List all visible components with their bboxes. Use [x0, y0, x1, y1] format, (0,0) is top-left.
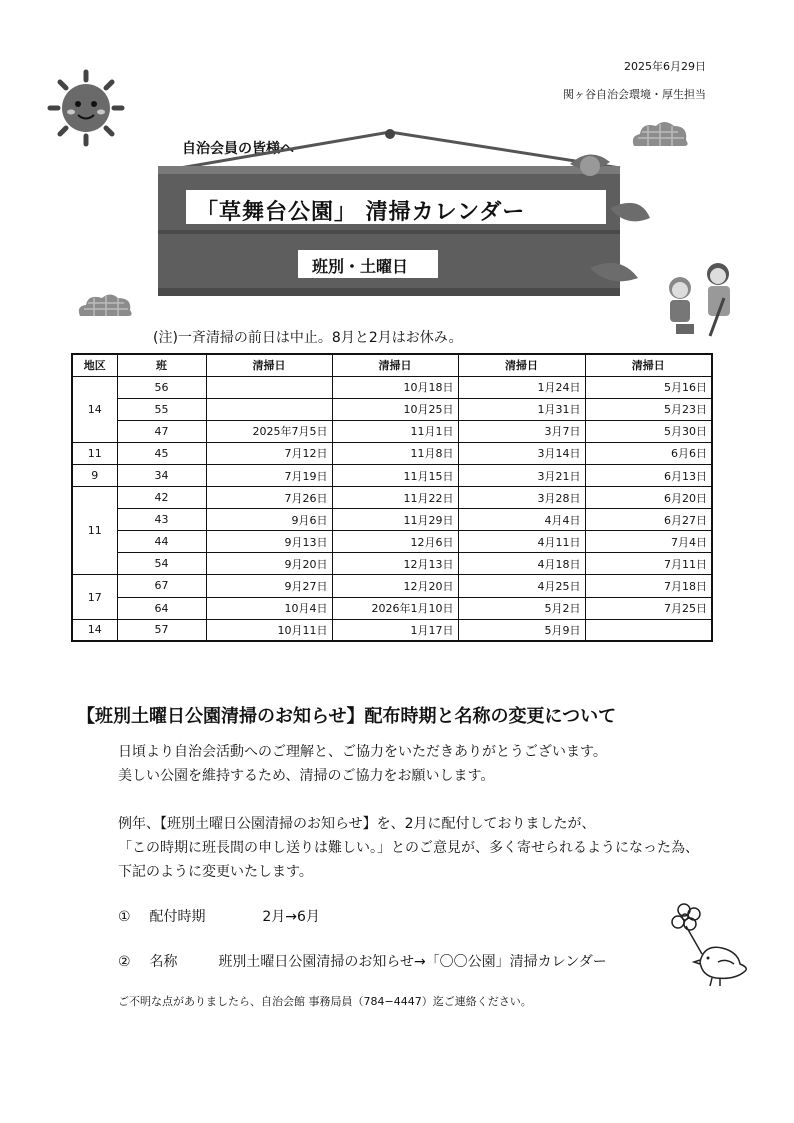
- table-row: [72, 464, 712, 486]
- date-cell: 7月12日: [206, 442, 332, 464]
- date-cell: 10月4日: [206, 597, 332, 619]
- table-row: [72, 376, 712, 398]
- header-date-2: 清掃日: [332, 354, 458, 376]
- han-cell: 45: [117, 442, 206, 464]
- date-cell: 11月22日: [332, 487, 458, 509]
- item-value: 班別土曜日公園清掃のお知らせ→「〇〇公園」清掃カレンダー: [218, 954, 607, 970]
- date-cell: 6月27日: [585, 509, 712, 531]
- item-label: 名称: [149, 954, 178, 970]
- date-cell: 12月13日: [332, 553, 458, 575]
- date-cell: 7月19日: [206, 464, 332, 486]
- date-cell: 3月28日: [458, 487, 585, 509]
- table-row: [72, 420, 712, 442]
- item-value: 2月→6月: [262, 909, 320, 925]
- date-cell: 6月20日: [585, 487, 712, 509]
- header-date-4: 清掃日: [585, 354, 712, 376]
- date-cell: 6月13日: [585, 464, 712, 486]
- han-cell: 47: [117, 420, 206, 442]
- paragraph-intro-line-2: 美しい公園を維持するため、清掃のご協力をお願いします。: [118, 768, 495, 784]
- area-cell: 14: [72, 376, 117, 442]
- date-cell: 9月20日: [206, 553, 332, 575]
- date-cell: 5月9日: [458, 619, 585, 641]
- date-cell: 1月24日: [458, 376, 585, 398]
- date-cell: 4月4日: [458, 509, 585, 531]
- paragraph-change-line-3: 下記のように変更いたします。: [118, 864, 313, 880]
- date-cell: 3月14日: [458, 442, 585, 464]
- table-row: [72, 553, 712, 575]
- date-cell: [206, 376, 332, 398]
- item-number: ②: [118, 954, 131, 970]
- han-cell: 56: [117, 376, 206, 398]
- children-cleaning-illustration: [656, 258, 748, 342]
- date-cell: 9月13日: [206, 531, 332, 553]
- table-row: [72, 597, 712, 619]
- date-cell: 10月25日: [332, 398, 458, 420]
- date-cell: 7月18日: [585, 575, 712, 597]
- area-cell: 11: [72, 442, 117, 464]
- document-date: 2025年6月29日: [624, 60, 706, 73]
- date-cell: 5月30日: [585, 420, 712, 442]
- change-item-2: [118, 951, 607, 971]
- han-cell: 34: [117, 464, 206, 486]
- date-cell: 4月11日: [458, 531, 585, 553]
- bird-flower-illustration: [664, 900, 754, 990]
- han-cell: 57: [117, 619, 206, 641]
- han-cell: 67: [117, 575, 206, 597]
- date-cell: 3月21日: [458, 464, 585, 486]
- date-cell: 2025年7月5日: [206, 420, 332, 442]
- date-cell: 6月6日: [585, 442, 712, 464]
- header-area: 地区: [72, 354, 117, 376]
- table-row: [72, 509, 712, 531]
- date-cell: 9月27日: [206, 575, 332, 597]
- table-row: [72, 531, 712, 553]
- header-han: 班: [117, 354, 206, 376]
- han-cell: 64: [117, 597, 206, 619]
- date-cell: 7月25日: [585, 597, 712, 619]
- paragraph-change-line-2: 「この時期に班長間の申し送りは難しい。」とのご意見が、多く寄せられるようになった為、: [118, 840, 699, 856]
- table-row: [72, 398, 712, 420]
- area-cell: 9: [72, 464, 117, 486]
- contact-footer: ご不明な点がありましたら、自治会館 事務局員（784−4447）迄ご連絡ください。: [118, 995, 532, 1008]
- date-cell: 5月23日: [585, 398, 712, 420]
- table-header-row: [72, 354, 712, 376]
- area-cell: 14: [72, 619, 117, 641]
- date-cell: 10月11日: [206, 619, 332, 641]
- date-cell: 4月25日: [458, 575, 585, 597]
- calendar-subtitle: 班別・土曜日: [312, 257, 409, 276]
- calendar-title: 「草舞台公園」 清掃カレンダー: [196, 200, 526, 225]
- calendar-note: (注)一斉清掃の前日は中止。8月と2月はお休み。: [153, 330, 463, 346]
- date-cell: 1月31日: [458, 398, 585, 420]
- paragraph-intro-line-1: 日頃より自治会活動へのご理解と、ご協力をいただきありがとうございます。: [118, 744, 607, 760]
- notice-heading: 【班別土曜日公園清掃のお知らせ】配布時期と名称の変更について: [77, 706, 617, 727]
- cloud-illustration-small: [76, 292, 136, 320]
- date-cell: 12月6日: [332, 531, 458, 553]
- date-cell: 4月18日: [458, 553, 585, 575]
- date-cell: 1月17日: [332, 619, 458, 641]
- greeting: 自治会員の皆様へ: [182, 141, 294, 157]
- table-row: [72, 442, 712, 464]
- area-cell: 17: [72, 575, 117, 619]
- header-date-3: 清掃日: [458, 354, 585, 376]
- date-cell: 7月26日: [206, 487, 332, 509]
- date-cell: 11月1日: [332, 420, 458, 442]
- date-cell: 3月7日: [458, 420, 585, 442]
- date-cell: 2026年1月10日: [332, 597, 458, 619]
- date-cell: 11月15日: [332, 464, 458, 486]
- cleaning-calendar-table: [71, 353, 713, 642]
- date-cell: 7月4日: [585, 531, 712, 553]
- date-cell: 11月8日: [332, 442, 458, 464]
- sun-illustration: [44, 68, 128, 148]
- han-cell: 55: [117, 398, 206, 420]
- area-cell: 11: [72, 487, 117, 575]
- han-cell: 43: [117, 509, 206, 531]
- date-cell: 9月6日: [206, 509, 332, 531]
- table-row: [72, 575, 712, 597]
- organization-name: 関ヶ谷自治会環境・厚生担当: [563, 88, 706, 101]
- date-cell: [206, 398, 332, 420]
- table-row: [72, 487, 712, 509]
- han-cell: 44: [117, 531, 206, 553]
- date-cell: 10月18日: [332, 376, 458, 398]
- han-cell: 54: [117, 553, 206, 575]
- change-item-1: [118, 906, 320, 926]
- han-cell: 42: [117, 487, 206, 509]
- item-label: 配付時期: [149, 909, 206, 925]
- header-date-1: 清掃日: [206, 354, 332, 376]
- date-cell: 12月20日: [332, 575, 458, 597]
- date-cell: 11月29日: [332, 509, 458, 531]
- date-cell: [585, 619, 712, 641]
- date-cell: 5月2日: [458, 597, 585, 619]
- table-row: [72, 619, 712, 641]
- paragraph-change-line-1: 例年、【班別土曜日公園清掃のお知らせ】を、2月に配付しておりましたが、: [118, 816, 596, 832]
- date-cell: 5月16日: [585, 376, 712, 398]
- item-number: ①: [118, 909, 131, 925]
- date-cell: 7月11日: [585, 553, 712, 575]
